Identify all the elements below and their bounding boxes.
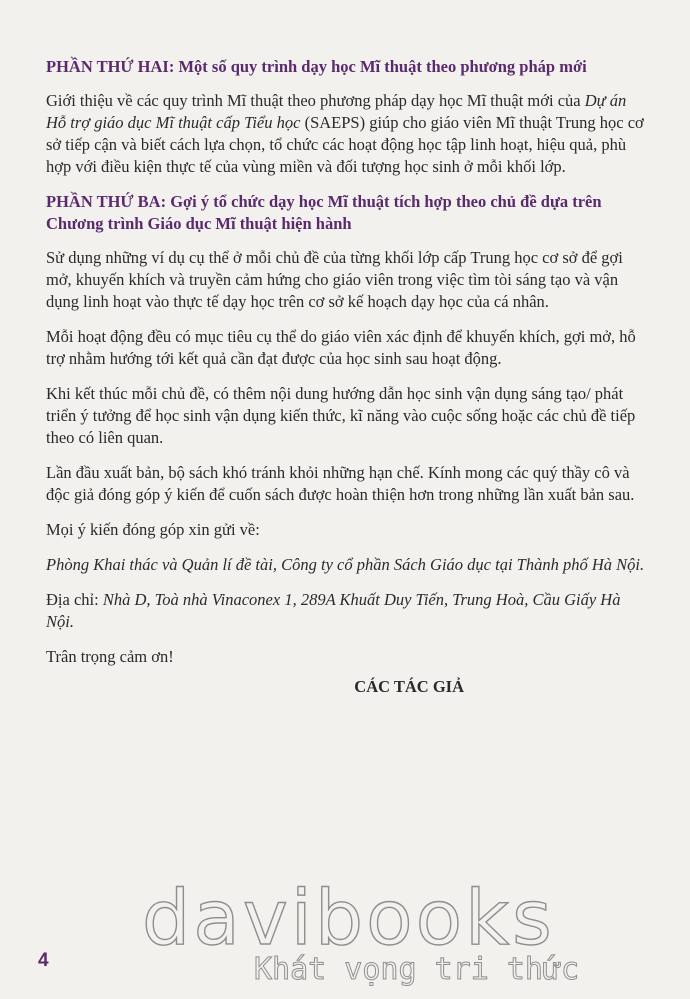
address-value: Nhà D, Toà nhà Vinaconex 1, 289A Khuất Duy Tiến, Trung Hoà, Cầu Giấy Hà Nội. [46,590,621,631]
address-label: Địa chỉ: [46,590,103,609]
section-heading-part-two: PHẦN THỨ HAI: Một số quy trình dạy học Mĩ thuật theo phương pháp mới [46,57,587,76]
page-number: 4 [38,950,49,971]
paragraph-part-two-intro [46,90,646,178]
contact-address [46,589,646,633]
watermark-slogan: Khát vọng tri thức [254,952,580,987]
project-name: Dự án Hỗ trợ giáo dục Mĩ thuật cấp Tiểu học [46,91,627,132]
document-body [46,56,646,697]
contact-intro: Mọi ý kiến đóng góp xin gửi về: [46,520,260,539]
paragraph-text: Giới thiệu về các quy trình Mĩ thuật theo phương pháp dạy học Mĩ thuật mới của [46,91,585,110]
thanks-line: Trân trọng cảm ơn! [46,647,174,666]
contact-organization: Phòng Khai thác và Quản lí đề tài, Công ty cổ phần Sách Giáo dục tại Thành phố Hà Nội. [46,555,645,574]
watermark-logo [142,873,580,987]
watermark-brand: davibooks [142,873,555,962]
authors-signature: CÁC TÁC GIẢ [354,677,464,696]
closing-note: Lần đầu xuất bản, bộ sách khó tránh khỏi những hạn chế. Kính mong các quý thầy cô và độc giả đóng góp ý kiến để cuốn sách được hoàn thiện hơn trong những lần xuất bản sau. [46,463,635,504]
paragraph-part-three-1: Sử dụng những ví dụ cụ thể ở mỗi chủ đề của từng khối lớp cấp Trung học cơ sở để gợi mở, khuyến khích và truyền cảm hứng cho giáo viên trong việc tìm tòi sáng tạo và vận dụng linh hoạt vào thực tế dạy học trên cơ sở kế hoạch dạy học của cá nhân. [46,248,623,311]
paragraph-text: (SAEPS) giúp cho giáo viên Mĩ thuật Trung học cơ sở tiếp cận và biết cách lựa chọn, tổ chức các hoạt động học tập linh hoạt, hiệu quả, phù hợp với điều kiện thực tế của vùng miền và đối tượng học sinh ở mỗi khối lớp. [46,113,644,176]
paragraph-part-three-3: Khi kết thúc mỗi chủ đề, có thêm nội dung hướng dẫn học sinh vận dụng sáng tạo/ phát triển ý tưởng để học sinh vận dụng kiến thức, kĩ năng vào cuộc sống hoặc các chủ đề tiếp theo có liên quan. [46,384,636,447]
paragraph-part-three-2: Mỗi hoạt động đều có mục tiêu cụ thể do giáo viên xác định để khuyến khích, gợi mở, hỗ trợ nhằm hướng tới kết quả cần đạt được của học sinh sau hoạt động. [46,327,636,368]
section-heading-part-three: PHẦN THỨ BA: Gợi ý tổ chức dạy học Mĩ thuật tích hợp theo chủ đề dựa trên Chương trình Giáo dục Mĩ thuật hiện hành [46,192,602,233]
